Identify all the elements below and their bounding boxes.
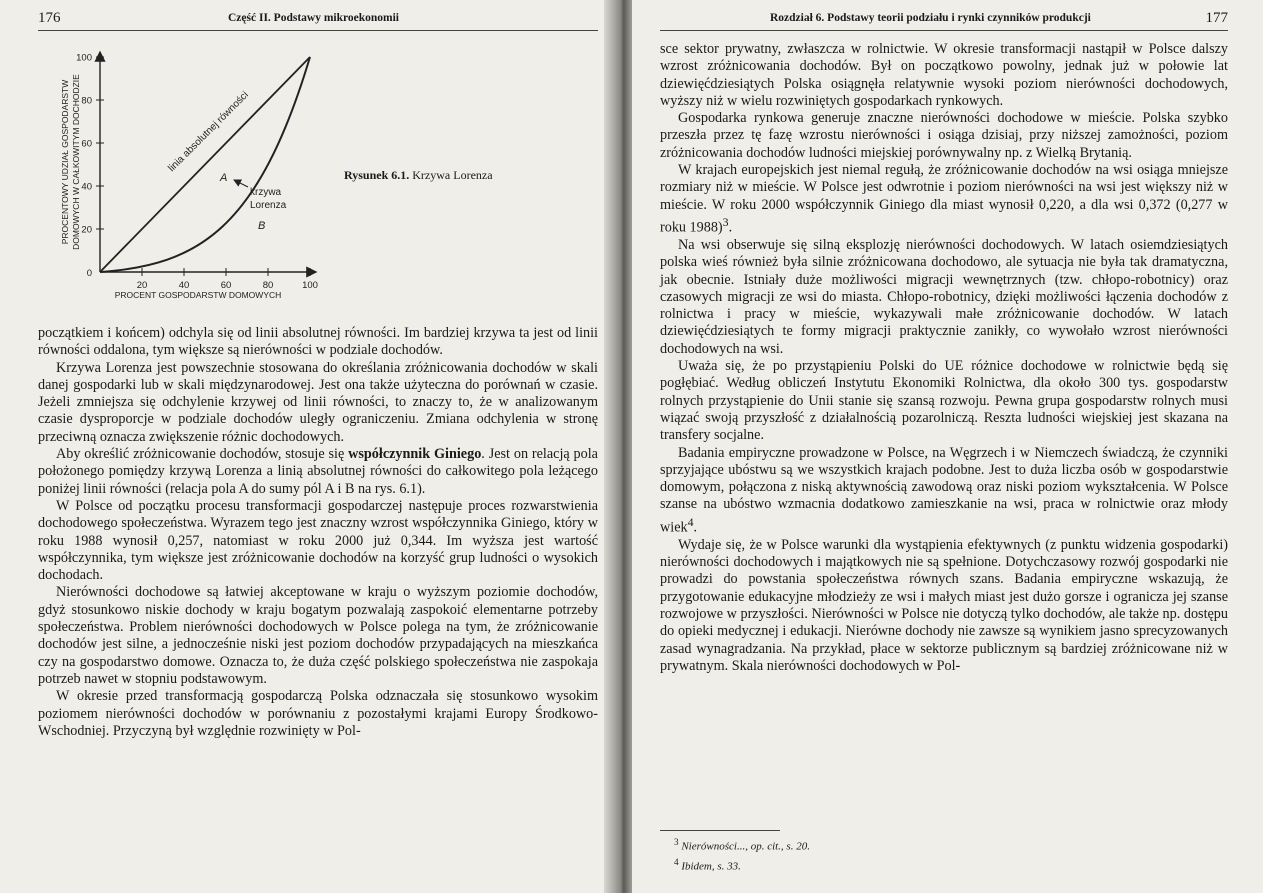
x-axis-label: PROCENT GOSPODARSTW DOMOWYCH — [114, 290, 282, 300]
paragraph: Na wsi obserwuje się silną eksplozję nierówności dochodowych. W latach osiemdziesiątych polska wieś również była silnie zróżnicowana dochodowo, ale sytuacja nie była tak dramatyczna, jak obecnie. Istniały duże możliwości migracji wewnętrznych (tzw. chłopo-robotnicy) oraz czasowych migracji ze wsi do miasta. Chłopo-robotnicy, dzięki możliwości łączenia dochodów z rolnictwa i pracy w mieście, wykazywali małe zróżnicowanie dochodów. W latach dziewięćdziesiątych te formy migracji praktycznie zanikły, co wywołało wzrost nierówności dochodowych na wsi. — [660, 237, 1228, 357]
x-tick-label: 80 — [262, 280, 274, 291]
lorenz-curve-label-1: krzywa — [250, 187, 282, 198]
paragraph: W okresie przed transformacją gospodarczą Polska odznaczała się stosunkowo wysokim poziomem nierówności dochodów w porównaniu z pozostałymi krajami Europy Środkowo-Wschodniej. Przyczyną był względnie rozwinięty w Pol- — [38, 688, 598, 739]
gini-term: współczynnik Giniego — [348, 446, 482, 463]
rural-text: W krajach europejskich jest niemal regułą, że zróżnicowanie dochodów na wsi osiąga mniejsze rozmiary niż w mieście. W Polsce jest odwrotnie i poziom nierówności na wsi jest większy niż w mieście. W roku 2000 współczynnik Giniego dla miast wynosił 0,220, a dla wsi 0,372 (0,277 w roku 1988) — [660, 162, 1228, 236]
area-b-label: B — [258, 220, 266, 232]
figure-caption — [344, 168, 493, 183]
left-running-head: Część II. Podstawy mikroekonomii — [228, 12, 400, 24]
paragraph: Krzywa Lorenza jest powszechnie stosowana do określania zróżnicowania dochodów w skali danej gospodarki lub w skali międzynarodowej. Jest ona także użyteczna do porównań w czasie. Jeżeli zmniejsza się odchylenie krzywej od linii równości, to znaczy to, że w analizowanym czasie dysproporcje w podziale dochodów uległy ograniczeniu. Zmiana odchylenia w stronę przeciwną oznacza zwiększenie różnic dochodowych. — [38, 359, 598, 445]
footnote — [674, 855, 1228, 875]
x-tick-label: 40 — [178, 280, 190, 291]
lorenz-curve-label-2: Lorenza — [250, 200, 287, 211]
footnote-number: 3 — [674, 837, 679, 847]
equality-line-label: linia absolutnej równości — [166, 89, 251, 175]
x-tick-label: 20 — [136, 280, 148, 291]
footnote-number: 4 — [674, 856, 679, 867]
curve-pointer-arrow — [234, 180, 248, 187]
y-axis-label-1: PROCENTOWY UDZIAŁ GOSPODARSTW — [60, 79, 70, 245]
paragraph: Gospodarka rynkowa generuje znaczne nierówności dochodowe w mieście. Polska szybko przeszła przez tę fazę wzrostu nierówności i osiąga dzisiaj, przy niższej zamożności, poziom zróżnicowania dochodów ludności miejskiej porównywalny np. z Wielką Brytanią. — [660, 110, 1228, 161]
paragraph: Wydaje się, że w Polsce warunki dla wystąpienia efektywnych (z punktu widzenia gospodarki) nierówności dochodowych i majątkowych nie są spełnione. Dotychczasowy rozwój gospodarki nie prowadzi do powstania społeczeństwa równych szans. Badania empiryczne wskazują, że przygotowanie edukacyjne młodzieży ze wsi i małych miast jest dużo gorsze i ogranicza jej szanse rozwojowe w przyszłości. Nierówności w Polsce nie dotyczą tylko dochodów, ale także np. dostępu do opieki medycznej i edukacji. Nierówne dochody nie zawsze są wynikiem jasno sprecyzowanych zasad wynagradzania. Na przykład, płace w sektorze publicznym są bardziej zróżnicowane niż w prywatnym. Skala nierówności dochodowych w Pol- — [660, 536, 1228, 674]
footnote — [674, 835, 1228, 855]
area-a-label: A — [220, 172, 228, 184]
gini-paragraph — [38, 446, 598, 498]
y-tick-label: 100 — [76, 52, 92, 64]
left-page-number: 176 — [38, 10, 61, 26]
rural-paragraph — [660, 162, 1228, 237]
lorenz-chart — [38, 40, 338, 310]
footnote-text: Nierówności..., op. cit., s. 20. — [681, 840, 810, 853]
right-body-text — [660, 41, 1228, 675]
left-body-text — [38, 325, 598, 740]
research-paragraph — [660, 445, 1228, 537]
paragraph: Nierówności dochodowe są łatwiej akceptowane w kraju o wyższym poziomie dochodów, gdyż stosunkowo niskie dochody w kraju bogatym pozwalają zaspokoić elementarne potrzeby społeczeństwa. Problem nierówności dochodowych w Polsce polega na tym, że zróżnicowanie dochodów jest silne, a jednocześnie niski jest poziom dochodów przypadających na mieszkańca czy na gospodarstwo domowe. Oznacza to, że duża część polskiego społeczeństwa nie zaspokaja potrzeb nawet w stopniu podstawowym. — [38, 584, 598, 687]
x-tick-label: 60 — [220, 280, 232, 291]
right-running-header — [660, 8, 1228, 31]
lorenz-figure — [38, 40, 338, 310]
right-page-number: 177 — [1205, 10, 1228, 26]
paragraph: sce sektor prywatny, zwłaszcza w rolnictwie. W okresie transformacji nastąpił w Polsce dalszy wzrost zróżnicowania dochodów. Był on początkowo powolny, jednak już w połowie lat dziewięćdziesiątych Polska osiągnęła relatywnie wysoki poziom nierówności dochodowych, wyższy niż w wielu rozwiniętych gospodarkach rynkowych. — [660, 41, 1228, 109]
y-axis-label-2: DOMOWYCH W CAŁKOWITYM DOCHODZIE — [71, 74, 81, 250]
origin-label: 0 — [86, 268, 92, 279]
footnotes — [660, 830, 1228, 874]
research-text: Badania empiryczne prowadzone w Polsce, na Węgrzech i w Niemczech świadczą, że czynniki sprzyjające ubóstwu są we wszystkich krajach podobne. Jest to duża liczba osób w gospodarstwie domowym, połączona z niską aktywnością zawodową oraz niski poziom wykształcenia. W Polsce szanse na ubóstwo wzmacnia dodatkowo zamieszkanie na wsi, praca w rolnictwie oraz młody wiek — [660, 444, 1228, 536]
gini-text-after: . Jest on relacją pola położonego pomiędzy krzywą Lorenza a linią absolutnej równości do całkowitego pola leżącego poniżej linii równości (relacja pola A do sumy pól A i B na rys. 6.1). — [38, 446, 598, 497]
footnote-ref-3: 3 — [722, 214, 729, 229]
rural-end: . — [728, 219, 733, 236]
footnote-text: Ibidem, s. 33. — [681, 860, 741, 873]
paragraph: początkiem i końcem) odchyla się od linii absolutnej równości. Im bardziej krzywa ta jest od linii równości oddalona, tym większe są nierówności w podziale dochodów. — [38, 325, 598, 359]
gini-text-before: Aby określić zróżnicowanie dochodów, stosuje się — [56, 446, 349, 463]
research-end: . — [693, 519, 698, 536]
right-running-head: Rozdział 6. Podstawy teorii podziału i rynki czynników produkcji — [770, 12, 1091, 24]
footnote-rule — [660, 830, 780, 831]
paragraph: W Polsce od początku procesu transformacji gospodarczej następuje proces rozwarstwienia dochodowego społeczeństwa. Wyrazem tego jest znaczny wzrost współczynnika Giniego, który w roku 1988 wynosił 0,257, natomiast w roku 2000 już 0,344. Im wyższa jest wartość współczynnika, tym większe jest zróżnicowanie dochodów na korzyść grup ludności o wysokich dochodach. — [38, 497, 598, 584]
figure-caption-label: Rysunek 6.1. — [344, 168, 410, 182]
y-tick-label: 40 — [81, 181, 92, 193]
left-running-header — [38, 8, 598, 31]
paragraph: Uważa się, że po przystąpieniu Polski do UE różnice dochodowe w rolnictwie będą się pogłębiać. Według obliczeń Instytutu Ekonomiki Rolnictwa, dla około 300 tys. gospodarstw rolnych przystąpienie do Unii stanie się szansą rozwoju. Pewna grupa gospodarstw rolnych musi wiązać swoją przyszłość z działalnością pozarolniczą. Reszta ludności wiejskiej jest skazana na transfery socjalne. — [660, 358, 1228, 444]
figure-caption-text: Krzywa Lorenza — [409, 168, 493, 182]
right-page — [632, 0, 1263, 893]
y-tick-label: 80 — [81, 95, 92, 107]
y-tick-label: 60 — [81, 138, 92, 150]
left-page — [0, 0, 612, 893]
y-tick-label: 20 — [81, 224, 92, 236]
footnote-ref-4: 4 — [687, 514, 694, 529]
x-tick-label: 100 — [302, 280, 318, 291]
